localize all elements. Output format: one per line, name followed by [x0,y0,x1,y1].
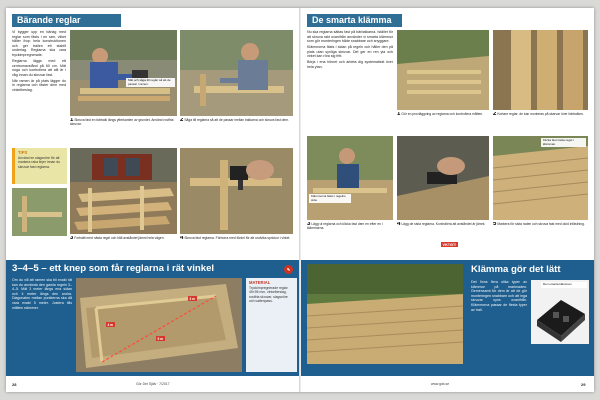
left-step1-caption [70,118,177,140]
left-step2-caption [180,118,293,140]
left-step2-text: Såga till reglarna så att de passar mellan balkarna och skruva fast dem. [184,118,289,122]
step-number: 1 [397,112,401,117]
step-number: 3 [70,236,74,241]
left-footer: Gör Det Själv · 7/2017 [136,382,170,386]
product-label: Den smarta klämman [541,282,587,288]
photo-drilling [180,148,293,234]
left-intro-p3: När ramen är på plats lägger du in reglarna och fäster dem med vinkelbeslag. [12,78,66,92]
right-step1-caption [397,112,489,132]
ruler-badge-icon: ✎ [284,265,293,274]
left-intro-copy [12,30,66,138]
photo-short-boards [493,30,588,110]
left-intro-p1: Vi bygger upp en bärlag med reglar som fästs i en ram, vilket håller ihop hela konstruktionen och ger trallen ett stabilt underlag. Reglarna ska vara tryckimpregnerade. [12,30,66,57]
left-step4-text: Skruva fast reglarna. Förborra med fördel för att undvika sprickor i virket. [184,236,291,240]
tip-box [12,148,67,184]
right-headline: De smarta klämma [307,14,402,27]
right-step3-caption [307,222,393,248]
right-intro-p2: Klämmorna fästs i sidan på regeln och håller den på plats utan synliga skruvar. Det ger en ren yta och virket kan röra sig fritt. [307,45,393,59]
photo-deck-finished [307,264,463,364]
diagram-tag-3m: 3 m [189,296,195,301]
left-step1-text: Skruva fast en bärbalk längs ytterkanten av grundet. Använd rostfria skruvar. [70,118,174,127]
right-step3-text: Lägg ut reglarna och klicka fast dem en efter en i klämmorna. [307,222,383,231]
left-step3-caption [70,236,177,256]
step-number: 2 [180,118,184,123]
material-text: Tryckimpregnerade reglar 45×95 mm, vinkelbeslag, rostfria skruvar, slagsnöre och vattenpass. [249,286,288,303]
bottom-headline-right: Klämma gör det lätt [471,264,561,275]
right-intro-p1: Nu ska reglarna sättas fast på bärbalkarna. Istället för att skruva rakt ovanifrån använder vi smarta klämmor som gör monteringen både snabbare och snyggare. [307,30,393,44]
photo-label-b: Klicka fast nästa regel i klämman. [541,138,586,147]
photo-frame-corner [12,188,67,236]
right-intro-copy [307,30,393,110]
magazine-spread [6,8,594,392]
left-step3-text: Fortsätt med nästa regel och håll avståndet jämnt hela vägen. [74,236,165,240]
step-number: 1 [70,118,74,123]
left-folio: 28 [12,382,17,387]
left-intro-p2: Reglarna läggs med ett centrumavstånd på 60 cm. Mät noga och kontrollera att allt är i våg innan du skruvar fast. [12,58,66,77]
diagram-tag-5m: 5 m [157,336,163,341]
photo-clip-closeup [397,136,489,220]
photo1-label: Mät och såga till reglar så att de passar i ramen. [126,78,175,87]
photo-345-diagram [76,278,242,372]
photo-worker-sawing [70,30,177,116]
diagram-tag-4m: 4 m [107,322,113,327]
right-step1-text: Gör en provläggning av reglarna och kontrollera måtten. [401,112,484,116]
right-step2-caption [493,112,588,132]
step-number: 4 [397,222,401,227]
bottom-headline-left: 3–4–5 – ett knep som får reglarna i rät vinkel [12,263,215,274]
warn-tag: VIKTIGT! [442,242,457,247]
right-step2-text: Kortare reglar: de kan monteras på skarvar över bärbalken. [497,112,584,116]
right-footer: www.gds.se [431,382,450,386]
tip-title: TIPS [18,150,28,155]
left-page [6,8,299,392]
bottom-copy-right: Det finns flera olika typer av klämmor på marknaden. Gemensamt för dem är att de gör monteringen snabbare och att inga skruvar syns ovanifrån. Klämmorna passar de flesta typer av trall. [471,280,527,312]
photo-test-layout [397,30,489,110]
right-step4-text: Lägg de sista reglarna. Kontrollera att avståndet är jämnt. [401,222,486,226]
right-folio: 29 [581,382,586,387]
photo-frame-laid [70,148,177,234]
photo-measuring [180,30,293,116]
left-step4-caption [180,236,293,256]
step-number: 3 [307,222,311,227]
material-title: MATERIAL [249,280,271,285]
left-headline: Bärande reglar [12,14,121,27]
photo-label-a: Klämmorna fästs i regelns sida. [309,194,351,203]
right-step5-text: Markera för sista raden och skruva fast med dold infästning. [497,222,585,226]
step-number: 2 [493,112,497,117]
right-step5-caption [493,222,588,248]
step-number: 5 [493,222,497,227]
step-number: 4 [180,236,184,241]
photo-clip-product [531,280,589,344]
photo-clip-install [307,136,393,220]
right-page [301,8,594,392]
material-box [246,278,297,372]
bottom-copy-left: Om du vill att ramen ska bli exakt rät kan du använda den gamla regeln 3–4–5. Mät 3 meter längs ena sidan och 4 meter längs den andra. Diagonalen mellan punkterna ska då vara exakt 5 meter. Justera tills måtten stämmer. [12,278,72,310]
photo-boards-laid [493,136,588,220]
right-intro-p3: Börja i ena hörnet och arbeta dig systematiskt över hela ytan. [307,60,393,69]
tip-text: Använd en slagsnöre för att markera raka linjer innan du skruvar fast reglarna. [18,156,61,169]
